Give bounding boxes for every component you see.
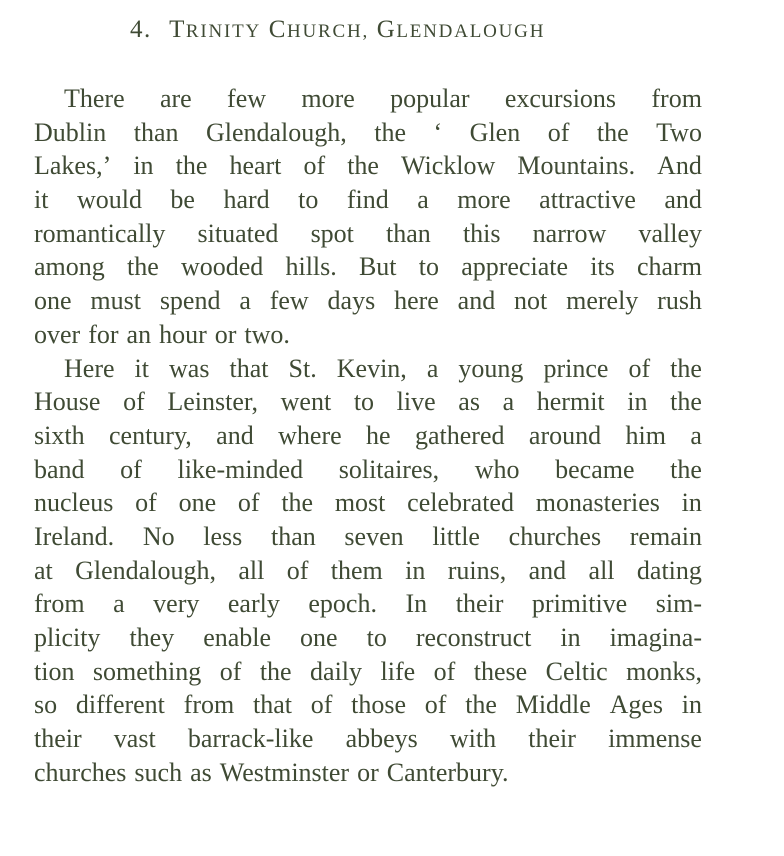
text-line: romantically situated spot than this narrow valley bbox=[34, 218, 702, 248]
text-line: tion something of the daily life of these Celtic monks, bbox=[34, 656, 702, 686]
heading-word: CHURCH, bbox=[268, 16, 370, 43]
text-line: Here it was that St. Kevin, a young prince of the bbox=[64, 353, 702, 383]
text-line: Lakes,’ in the heart of the Wicklow Mountains. And bbox=[34, 151, 702, 181]
text-line: Ireland. No less than seven little churches remain bbox=[34, 521, 702, 551]
heading-word: TRINITY bbox=[169, 16, 262, 43]
paragraph bbox=[34, 352, 702, 790]
text-line: at Glendalough, all of them in ruins, and all dating bbox=[34, 555, 702, 585]
text-line: among the wooded hills. But to appreciate its charm bbox=[34, 252, 702, 282]
text-line: one must spend a few days here and not merely rush bbox=[34, 286, 702, 316]
text-line: House of Leinster, went to live as a hermit in the bbox=[34, 387, 702, 417]
text-line: over for an hour or two. bbox=[34, 319, 290, 349]
heading-word: GLENDALOUGH bbox=[376, 16, 546, 43]
text-line: from a very early epoch. In their primitive sim- bbox=[34, 589, 702, 619]
chapter-heading bbox=[130, 14, 650, 48]
text-line: band of like-minded solitaires, who became the bbox=[34, 454, 702, 484]
paragraph bbox=[34, 82, 702, 352]
body-text bbox=[34, 82, 702, 789]
text-line: nucleus of one of the most celebrated monasteries in bbox=[34, 488, 702, 518]
text-line: sixth century, and where he gathered around him a bbox=[34, 420, 702, 450]
text-line: churches such as Westminster or Canterbury. bbox=[34, 757, 509, 787]
chapter-number: 4. bbox=[130, 16, 152, 43]
text-line: it would be hard to find a more attractive and bbox=[34, 185, 702, 215]
text-line: plicity they enable one to reconstruct in imagina- bbox=[34, 623, 702, 652]
text-line: There are few more popular excursions from bbox=[64, 84, 702, 113]
text-line: Dublin than Glendalough, the ‘ Glen of the Two bbox=[34, 117, 702, 147]
text-line: so different from that of those of the Middle Ages in bbox=[34, 690, 702, 720]
text-line: their vast barrack-like abbeys with their immense bbox=[34, 724, 702, 754]
